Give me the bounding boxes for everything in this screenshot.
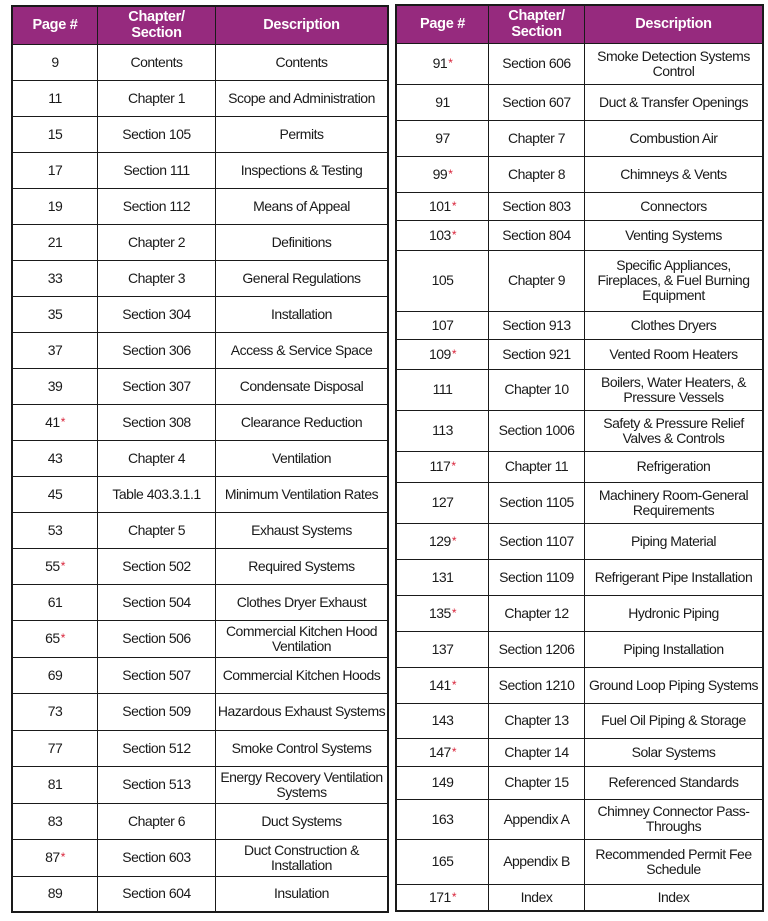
page-number-cell — [12, 766, 98, 803]
description-cell: Index — [585, 884, 764, 911]
table-row — [12, 440, 388, 476]
chapter-section-cell: Section 1006 — [489, 410, 585, 451]
table-row — [396, 410, 763, 451]
page-number: 113 — [432, 422, 453, 438]
chapter-section-cell: Section 307 — [98, 368, 216, 404]
page-number-cell — [12, 44, 98, 80]
chapter-section-cell: Section 913 — [489, 311, 585, 339]
chapter-section-cell: Section 1107 — [489, 523, 585, 559]
asterisk-icon: * — [451, 744, 457, 759]
description-cell: Chimney Connector Pass-Throughs — [585, 799, 764, 839]
chapter-section-cell: Section 512 — [98, 730, 216, 766]
chapter-section-cell: Chapter 10 — [489, 369, 585, 410]
table-row — [12, 80, 388, 116]
page-number: 109 — [428, 345, 451, 362]
page-number: 141 — [428, 676, 451, 693]
description-cell: Required Systems — [216, 548, 389, 584]
description-cell: Hazardous Exhaust Systems — [216, 693, 389, 730]
chapter-section-cell: Chapter 1 — [98, 80, 216, 116]
description-cell: Ground Loop Piping Systems — [585, 667, 764, 703]
table-row — [12, 693, 388, 730]
asterisk-icon: * — [451, 677, 457, 692]
table-row — [12, 188, 388, 224]
description-cell: Energy Recovery Ventilation Systems — [216, 766, 389, 803]
page-number-cell — [396, 839, 489, 884]
page-number: 73 — [47, 703, 63, 719]
page-number: 43 — [47, 449, 63, 466]
table-row — [396, 339, 763, 369]
page-number: 17 — [47, 161, 63, 178]
asterisk-icon: * — [448, 166, 453, 181]
header-row — [396, 5, 763, 43]
chapter-section-cell: Section 1206 — [489, 631, 585, 667]
page-number-cell — [12, 803, 98, 839]
description-cell: Vented Room Heaters — [585, 339, 764, 369]
table-row — [12, 803, 388, 839]
page-number-cell — [396, 220, 489, 250]
page-number-cell — [396, 120, 489, 156]
description-cell: Connectors — [585, 192, 764, 220]
chapter-section-cell: Section 921 — [489, 339, 585, 369]
header-chapter: Chapter/ Section — [489, 5, 585, 43]
asterisk-icon: * — [451, 605, 457, 620]
page-number-cell — [12, 657, 98, 693]
chapter-section-cell: Chapter 14 — [489, 738, 585, 766]
description-cell: Piping Material — [585, 523, 764, 559]
page-number-cell — [396, 738, 489, 766]
page-number: 91 — [432, 55, 448, 71]
table-row — [396, 667, 763, 703]
asterisk-icon: * — [60, 414, 65, 429]
page-number: 99 — [432, 165, 448, 182]
table-row — [12, 332, 388, 368]
page-number: 137 — [431, 640, 454, 657]
chapter-section-cell: Section 507 — [98, 657, 216, 693]
description-cell: Venting Systems — [585, 220, 764, 250]
asterisk-icon: * — [60, 631, 65, 645]
chapter-section-cell: Chapter 13 — [489, 703, 585, 738]
toc-table-right — [395, 4, 764, 912]
header-description: Description — [585, 5, 764, 43]
toc-body-left — [12, 44, 388, 912]
table-row — [12, 476, 388, 512]
header-page: Page # — [396, 5, 489, 43]
description-cell: Referenced Standards — [585, 766, 764, 799]
page-number: 21 — [47, 233, 63, 250]
chapter-section-cell: Chapter 12 — [489, 595, 585, 631]
description-cell: Duct & Transfer Openings — [585, 84, 764, 120]
page-number: 33 — [47, 269, 63, 286]
description-cell: Combustion Air — [585, 120, 764, 156]
page-number-cell — [12, 876, 98, 912]
table-row — [12, 296, 388, 332]
page-number-cell — [12, 693, 98, 730]
page-number-cell — [12, 152, 98, 188]
toc-body-right — [396, 43, 763, 911]
description-cell: Commercial Kitchen Hoods — [216, 657, 389, 693]
table-row — [12, 766, 388, 803]
page-number-cell — [396, 523, 489, 559]
chapter-section-cell: Section 502 — [98, 548, 216, 584]
page-number-cell — [396, 482, 489, 523]
table-row — [12, 876, 388, 912]
page-number: 39 — [47, 377, 63, 394]
chapter-section-cell: Chapter 15 — [489, 766, 585, 799]
table-row — [396, 451, 763, 482]
description-cell: Condensate Disposal — [216, 368, 389, 404]
page-number: 97 — [435, 129, 450, 146]
page-number-cell — [396, 595, 489, 631]
page-number-cell — [12, 476, 98, 512]
page-number-cell — [12, 188, 98, 224]
page-number: 15 — [47, 125, 63, 142]
description-cell: Contents — [216, 44, 389, 80]
chapter-section-cell: Appendix B — [489, 839, 585, 884]
chapter-section-cell: Chapter 5 — [98, 512, 216, 548]
page-number: 87 — [45, 849, 60, 865]
page-number-cell — [396, 884, 489, 911]
page-number-cell — [12, 440, 98, 476]
table-row — [12, 839, 388, 876]
chapter-section-cell: Section 111 — [98, 152, 216, 188]
description-cell: Minimum Ventilation Rates — [216, 476, 389, 512]
description-cell: Permits — [216, 116, 389, 152]
description-cell: Refrigerant Pipe Installation — [585, 559, 764, 595]
page-number-cell — [396, 559, 489, 595]
description-cell: Safety & Pressure Relief Valves & Controls — [585, 410, 764, 451]
page-number: 117 — [429, 458, 451, 474]
page-number-cell — [12, 332, 98, 368]
chapter-section-cell: Section 509 — [98, 693, 216, 730]
asterisk-icon: * — [448, 56, 453, 70]
page-number-cell — [396, 451, 489, 482]
header-page: Page # — [12, 6, 98, 44]
page-number: 45 — [47, 485, 63, 502]
page-number-cell — [12, 368, 98, 404]
description-cell: Machinery Room-General Requirements — [585, 482, 764, 523]
table-row — [12, 730, 388, 766]
table-row — [396, 482, 763, 523]
page-number: 107 — [431, 316, 454, 333]
description-cell: Means of Appeal — [216, 188, 389, 224]
description-cell: Access & Service Space — [216, 332, 389, 368]
description-cell: Specific Appliances, Fireplaces, & Fuel Burning Equipment — [585, 250, 764, 311]
asterisk-icon: * — [451, 346, 457, 361]
page-number: 135 — [428, 604, 451, 621]
table-row — [396, 120, 763, 156]
asterisk-icon: * — [451, 459, 456, 473]
page-number-cell — [12, 296, 98, 332]
table-row — [396, 369, 763, 410]
description-cell: Recommended Permit Fee Schedule — [585, 839, 764, 884]
chapter-section-cell: Section 603 — [98, 839, 216, 876]
page-number: 149 — [431, 774, 454, 790]
page-number: 101 — [428, 197, 451, 214]
page-number-cell — [12, 548, 98, 584]
description-cell: Chimneys & Vents — [585, 156, 764, 192]
page-number: 37 — [47, 341, 63, 358]
table-row — [396, 156, 763, 192]
chapter-section-cell: Section 504 — [98, 584, 216, 620]
table-row — [396, 192, 763, 220]
page-number: 35 — [47, 305, 63, 322]
chapter-section-cell: Section 506 — [98, 620, 216, 657]
page-number-cell — [12, 80, 98, 116]
page-number-cell — [396, 156, 489, 192]
chapter-section-cell: Section 804 — [489, 220, 585, 250]
description-cell: General Regulations — [216, 260, 389, 296]
page-number-cell — [396, 369, 489, 410]
page-number: 165 — [431, 853, 454, 869]
table-row — [396, 703, 763, 738]
page-number: 163 — [431, 810, 454, 827]
page-number: 143 — [431, 712, 454, 728]
page-number-cell — [396, 311, 489, 339]
chapter-section-cell: Section 1210 — [489, 667, 585, 703]
chapter-section-cell: Chapter 2 — [98, 224, 216, 260]
chapter-section-cell: Chapter 6 — [98, 803, 216, 839]
page-number-cell — [396, 410, 489, 451]
page-number-cell — [12, 512, 98, 548]
table-row — [396, 311, 763, 339]
page-number: 53 — [47, 521, 63, 538]
asterisk-icon: * — [451, 227, 457, 242]
chapter-section-cell: Section 112 — [98, 188, 216, 224]
description-cell: Exhaust Systems — [216, 512, 389, 548]
description-cell: Refrigeration — [585, 451, 764, 482]
table-row — [396, 559, 763, 595]
table-row — [396, 839, 763, 884]
chapter-section-cell: Chapter 4 — [98, 440, 216, 476]
chapter-section-cell: Section 513 — [98, 766, 216, 803]
description-cell: Solar Systems — [585, 738, 764, 766]
description-cell: Installation — [216, 296, 389, 332]
description-cell: Scope and Administration — [216, 80, 389, 116]
chapter-section-cell: Section 105 — [98, 116, 216, 152]
chapter-section-cell: Index — [489, 884, 585, 911]
chapter-section-cell: Chapter 7 — [489, 120, 585, 156]
chapter-section-cell: Section 304 — [98, 296, 216, 332]
chapter-section-cell: Contents — [98, 44, 216, 80]
page-number: 69 — [47, 666, 63, 683]
table-row — [12, 657, 388, 693]
description-cell: Smoke Detection Systems Control — [585, 43, 764, 84]
page-number: 89 — [47, 885, 63, 902]
page-number-cell — [396, 339, 489, 369]
description-cell: Duct Construction & Installation — [216, 839, 389, 876]
page-number: 61 — [47, 593, 63, 610]
table-row — [396, 523, 763, 559]
chapter-section-cell: Chapter 8 — [489, 156, 585, 192]
table-row — [12, 404, 388, 440]
page-number: 129 — [428, 532, 451, 549]
page-number-cell — [396, 703, 489, 738]
chapter-section-cell: Section 604 — [98, 876, 216, 912]
page-number-cell — [12, 584, 98, 620]
description-cell: Fuel Oil Piping & Storage — [585, 703, 764, 738]
description-cell: Commercial Kitchen Hood Ventilation — [216, 620, 389, 657]
page-number-cell — [396, 631, 489, 667]
table-row — [396, 799, 763, 839]
table-row — [12, 368, 388, 404]
asterisk-icon: * — [451, 533, 457, 548]
header-row — [12, 6, 388, 44]
table-row — [12, 224, 388, 260]
description-cell: Clothes Dryer Exhaust — [216, 584, 389, 620]
chapter-section-cell: Chapter 3 — [98, 260, 216, 296]
table-row — [396, 884, 763, 911]
chapter-section-cell: Section 1105 — [489, 482, 585, 523]
description-cell: Ventilation — [216, 440, 389, 476]
chapter-section-cell: Appendix A — [489, 799, 585, 839]
page-number-cell — [12, 620, 98, 657]
page-number-cell — [396, 84, 489, 120]
page-number-cell — [12, 730, 98, 766]
page-number: 105 — [431, 272, 454, 288]
page-number: 83 — [47, 812, 63, 829]
page-number: 41 — [45, 413, 60, 430]
chapter-section-cell: Section 803 — [489, 192, 585, 220]
table-row — [396, 738, 763, 766]
page-number-cell — [12, 116, 98, 152]
page-number-cell — [396, 250, 489, 311]
page-number-cell — [396, 667, 489, 703]
page-number: 127 — [431, 494, 454, 510]
page-number: 131 — [431, 568, 454, 585]
table-row — [396, 43, 763, 84]
table-row — [12, 584, 388, 620]
page-number: 81 — [47, 776, 63, 792]
description-cell: Hydronic Piping — [585, 595, 764, 631]
asterisk-icon: * — [60, 558, 65, 573]
table-row — [12, 512, 388, 548]
table-row — [12, 620, 388, 657]
page-number-cell — [12, 224, 98, 260]
page-number-cell — [12, 839, 98, 876]
table-row — [12, 260, 388, 296]
asterisk-icon: * — [60, 850, 65, 864]
page-number: 19 — [47, 197, 63, 214]
page-number: 11 — [48, 89, 62, 106]
page-number: 65 — [45, 630, 60, 646]
page-number-cell — [396, 192, 489, 220]
chapter-section-cell: Section 607 — [489, 84, 585, 120]
toc-table-left — [11, 5, 389, 913]
description-cell: Insulation — [216, 876, 389, 912]
page-number-cell — [12, 404, 98, 440]
asterisk-icon: * — [451, 889, 457, 904]
table-row — [396, 220, 763, 250]
header-description: Description — [216, 6, 389, 44]
description-cell: Clothes Dryers — [585, 311, 764, 339]
page-number: 147 — [428, 743, 451, 760]
description-cell: Piping Installation — [585, 631, 764, 667]
page-number-cell — [12, 260, 98, 296]
chapter-section-cell: Table 403.3.1.1 — [98, 476, 216, 512]
page-number: 55 — [45, 557, 60, 574]
page-number-cell — [396, 766, 489, 799]
page-number-cell — [396, 43, 489, 84]
table-row — [12, 548, 388, 584]
table-row — [12, 116, 388, 152]
chapter-section-cell: Section 308 — [98, 404, 216, 440]
description-cell: Definitions — [216, 224, 389, 260]
table-row — [12, 152, 388, 188]
page-number: 91 — [435, 93, 450, 110]
page-number: 103 — [428, 226, 451, 243]
description-cell: Inspections & Testing — [216, 152, 389, 188]
chapter-section-cell: Section 606 — [489, 43, 585, 84]
header-chapter: Chapter/ Section — [98, 6, 216, 44]
chapter-section-cell: Chapter 9 — [489, 250, 585, 311]
page-number-cell — [396, 799, 489, 839]
page-number: 111 — [432, 381, 453, 397]
table-row — [12, 44, 388, 80]
asterisk-icon: * — [451, 198, 457, 213]
chapter-section-cell: Section 306 — [98, 332, 216, 368]
table-row — [396, 595, 763, 631]
table-row — [396, 631, 763, 667]
chapter-section-cell: Section 1109 — [489, 559, 585, 595]
page-number: 171 — [428, 888, 451, 905]
description-cell: Duct Systems — [216, 803, 389, 839]
table-row — [396, 250, 763, 311]
description-cell: Boilers, Water Heaters, & Pressure Vessels — [585, 369, 764, 410]
page-number: 77 — [47, 739, 63, 756]
description-cell: Smoke Control Systems — [216, 730, 389, 766]
chapter-section-cell: Chapter 11 — [489, 451, 585, 482]
table-row — [396, 84, 763, 120]
description-cell: Clearance Reduction — [216, 404, 389, 440]
page-number: 9 — [51, 53, 59, 70]
table-row — [396, 766, 763, 799]
